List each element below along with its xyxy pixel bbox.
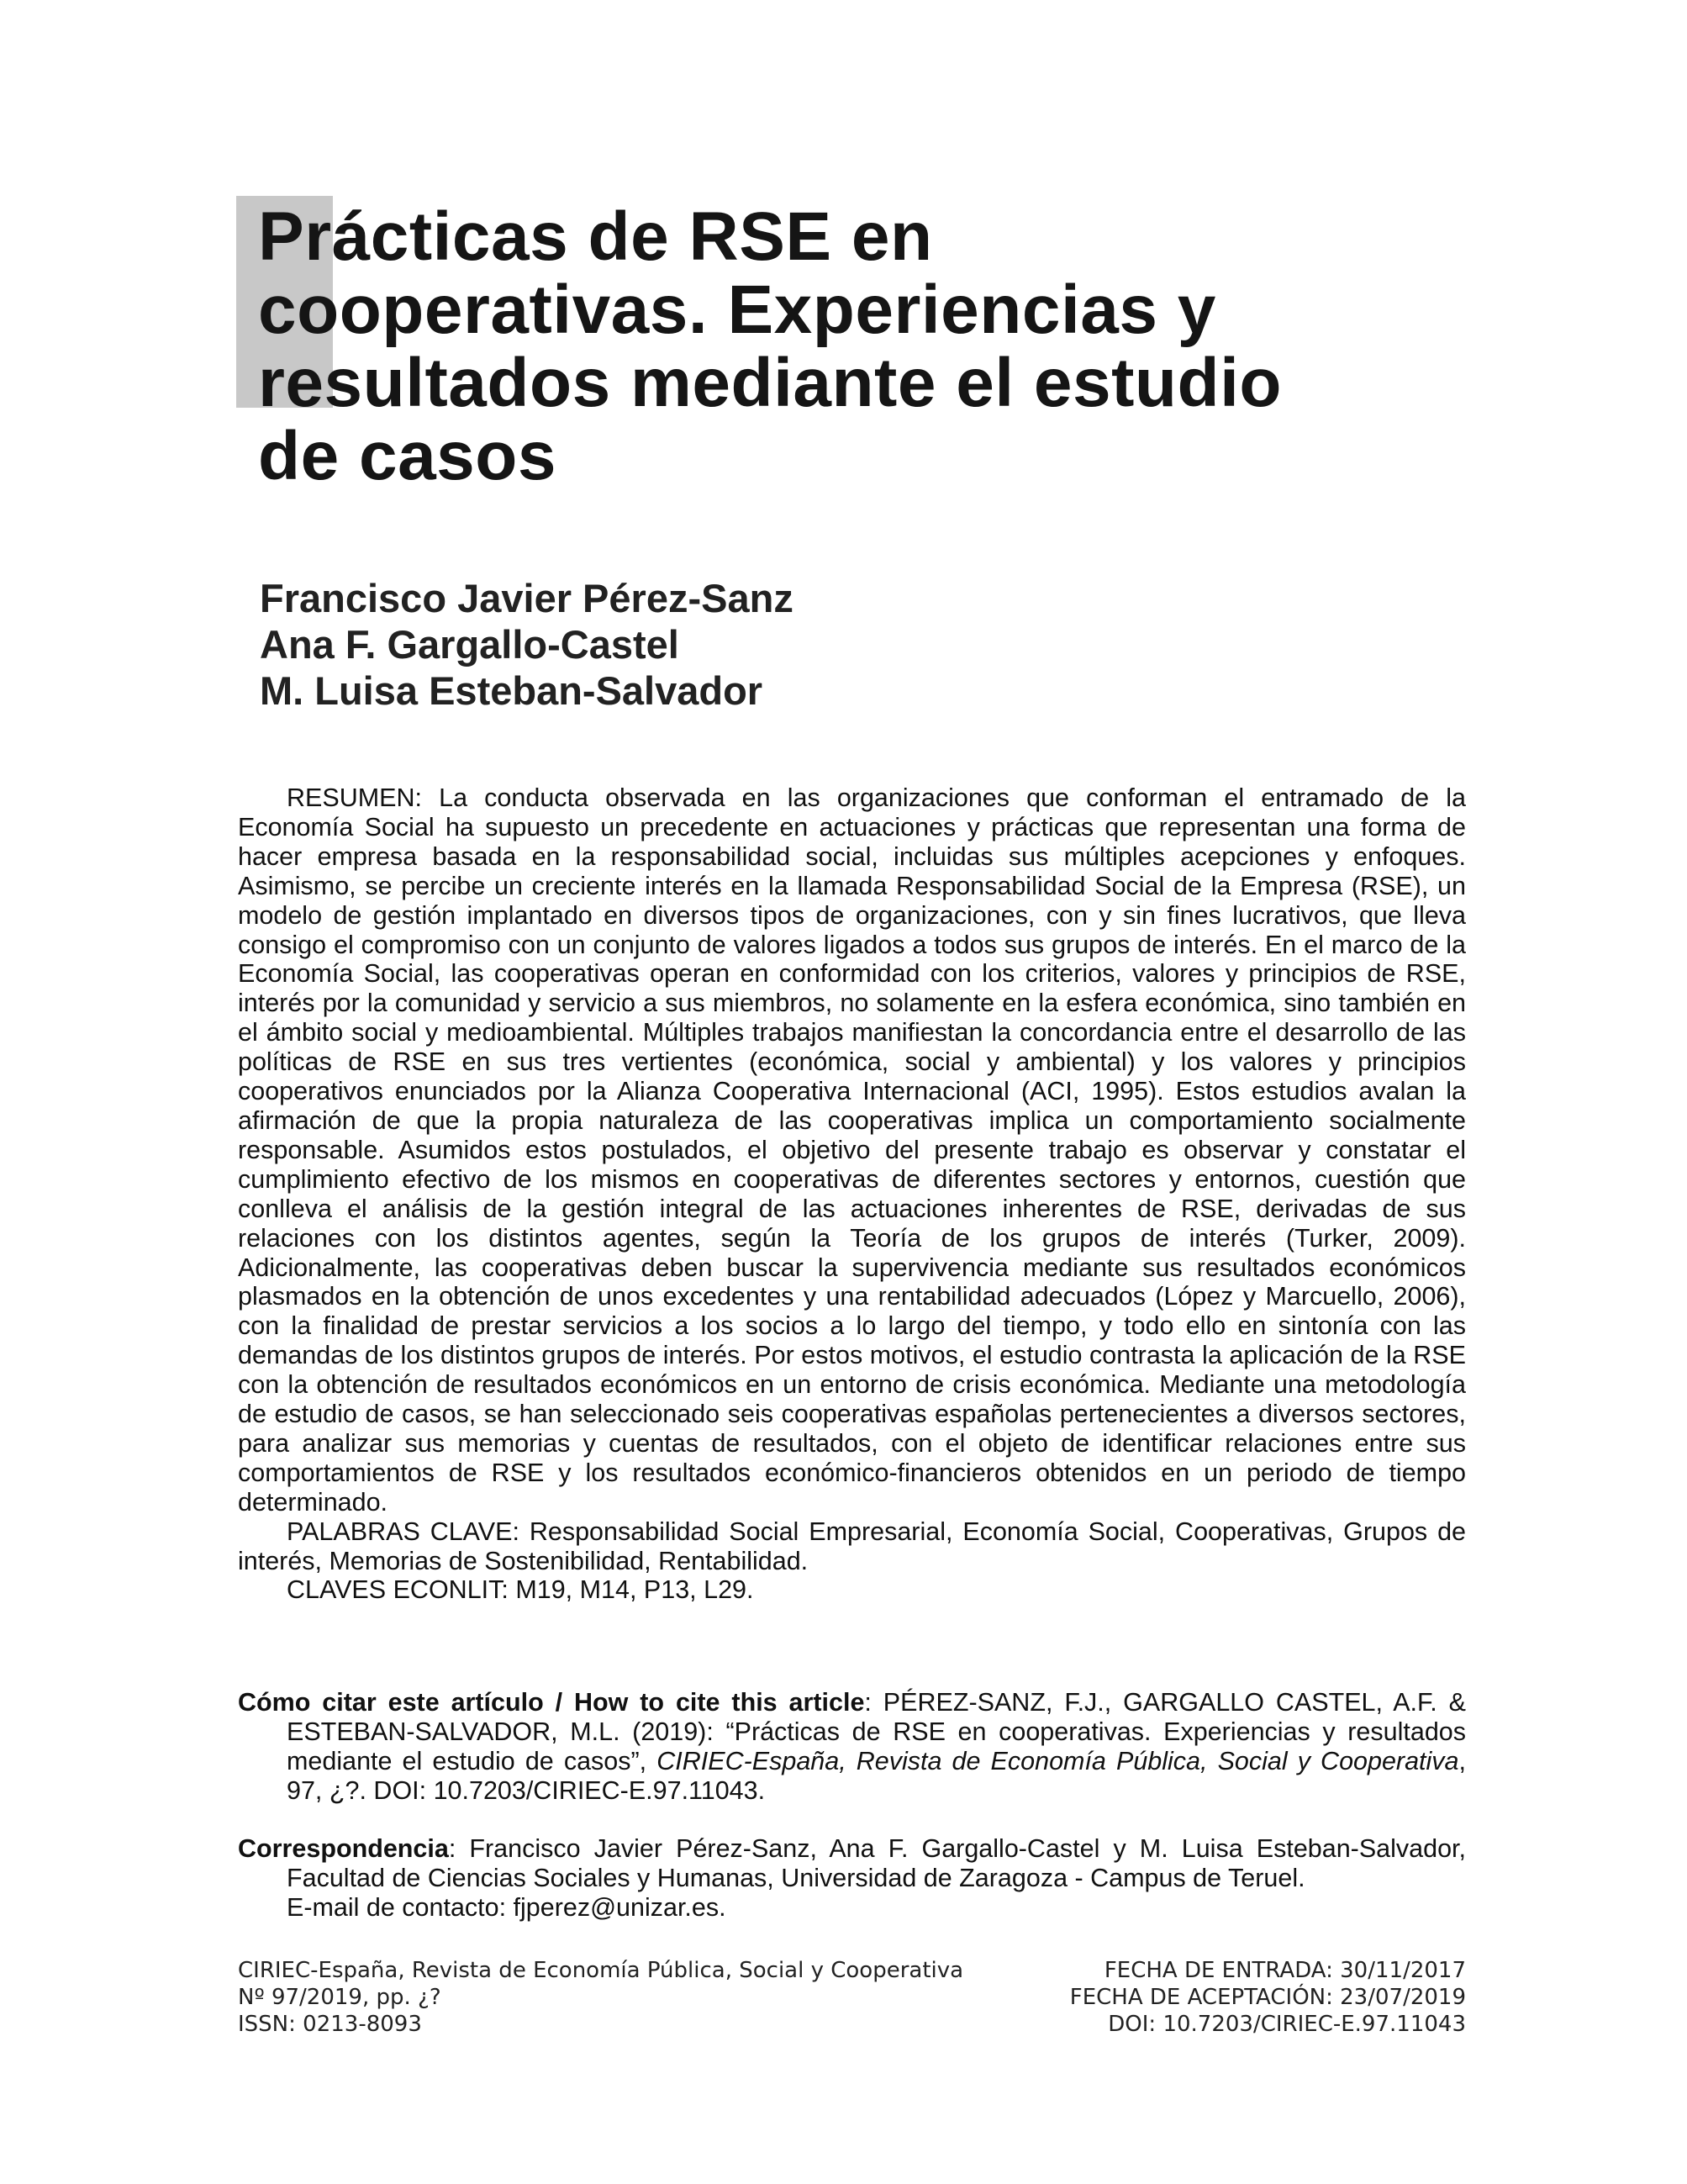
title-line: cooperativas. Experiencias y xyxy=(258,272,1216,348)
footer-fecha-entrada: FECHA DE ENTRADA: 30/11/2017 xyxy=(1104,1958,1466,1983)
citation-journal: CIRIEC-España, Revista de Economía Pública, Social y Cooperativa xyxy=(656,1746,1459,1775)
footer-journal-info xyxy=(238,1957,963,2038)
citation-label: Cómo citar este artículo / How to cite this article xyxy=(238,1688,865,1717)
author-list xyxy=(260,575,793,714)
correspondence-block xyxy=(238,1834,1466,1923)
footer-doi: DOI: 10.7203/CIRIEC-E.97.11043 xyxy=(1108,2012,1466,2037)
abstract-resumen: RESUMEN: La conducta observada en las organizaciones que conforman el entramado de la Economía Social ha supuesto un precedente en actuaciones y prácticas que representan una forma de hacer empresa basada en la responsabilidad social, incluidas sus múltiples acepciones y enfoques. Asimismo, se percibe un creciente interés en la llamada Responsabilidad Social de la Empresa (RSE), un modelo de gestión implantado en diversos tipos de organizaciones, con y sin fines lucrativos, que lleva consigo el compromiso con un conjunto de valores ligados a todos sus grupos de interés. En el marco de la Economía Social, las cooperativas operan en conformidad con los criterios, valores y principios de RSE, interés por la comunidad y servicio a sus miembros, no solamente en la esfera económica, sino también en el ámbito social y medioambiental. Múltiples trabajos manifiestan la concordancia entre el desarrollo de las políticas de RSE en sus tres vertientes (económica, social y ambiental) y los valores y principios cooperativos enunciados por la Alianza Cooperativa Internacional (ACI, 1995). Estos estudios avalan la afirmación de que la propia naturaleza de las cooperativas implica un comportamiento socialmente responsable. Asumidos estos postulados, el objetivo del presente trabajo es observar y constatar el cumplimiento efectivo de los mismos en cooperativas de diferentes sectores y entornos, cuestión que conlleva el análisis de la gestión integral de las actuaciones inherentes de RSE, derivadas de sus relaciones con los distintos agentes, según la Teoría de los grupos de interés (Turker, 2009). Adicionalmente, las cooperativas deben buscar la supervivencia mediante sus resultados económicos plasmados en la obtención de unos excedentes y una rentabilidad adecuados (López y Marcuello, 2006), con la finalidad de prestar servicios a los socios a lo largo del tiempo, y todo ello en sintonía con las demandas de los distintos grupos de interés. Por estos motivos, el estudio contrasta la aplicación de la RSE con la obtención de resultados económicos en un entorno de crisis económica. Mediante una metodología de estudio de casos, se han seleccionado seis cooperativas españolas pertenecientes a diversos sectores, para analizar sus memorias y cuentas de resultados, con el objeto de identificar relaciones entre sus comportamientos de RSE y los resultados económico-financieros obtenidos en un periodo de tiempo determinado. xyxy=(238,783,1466,1517)
citation-text-before: : PÉREZ-SANZ, F.J., GARGALLO CASTEL, A.F. & ESTEBAN-SALVADOR, M.L. (2019): “Prácticas de RSE en cooperativas. Experiencias y resultados mediante el estudio de casos”, xyxy=(287,1688,1466,1775)
abstract-keywords: PALABRAS CLAVE: Responsabilidad Social Empresarial, Economía Social, Cooperativas, Grupos de interés, Memorias de Sostenibilidad, Rentabilidad. xyxy=(238,1517,1466,1575)
correspondence-text: : Francisco Javier Pérez-Sanz, Ana F. Gargallo-Castel y M. Luisa Esteban-Salvador, Facultad de Ciencias Sociales y Humanas, Universidad de Zaragoza - Campus de Teruel. xyxy=(287,1834,1466,1892)
title-line: Prácticas de RSE en xyxy=(258,198,933,275)
title-line: resultados mediante el estudio xyxy=(258,345,1282,421)
footer-issue: Nº 97/2019, pp. ¿? xyxy=(238,1985,441,2010)
footer-journal: CIRIEC-España, Revista de Economía Pública, Social y Cooperativa xyxy=(238,1958,964,1983)
abstract-section xyxy=(238,783,1466,1605)
contact-email: E-mail de contacto: fjperez@unizar.es. xyxy=(287,1892,726,1922)
author-name: M. Luisa Esteban-Salvador xyxy=(260,668,763,713)
correspondence-label: Correspondencia xyxy=(238,1834,449,1863)
footer-fecha-aceptacion: FECHA DE ACEPTACIÓN: 23/07/2019 xyxy=(1069,1985,1466,2010)
footer-dates xyxy=(1070,1957,1466,2038)
abstract-econlit: CLAVES ECONLIT: M19, M14, P13, L29. xyxy=(287,1575,754,1605)
title-line: de casos xyxy=(258,418,556,494)
article-title xyxy=(258,200,1519,493)
author-name: Ana F. Gargallo-Castel xyxy=(260,622,679,667)
author-name: Francisco Javier Pérez-Sanz xyxy=(260,576,793,620)
footer-issn: ISSN: 0213-8093 xyxy=(238,2012,422,2037)
citation-block xyxy=(238,1688,1466,1806)
citation-text-after: , 97, ¿?. DOI: 10.7203/CIRIEC-E.97.11043. xyxy=(287,1746,1467,1805)
